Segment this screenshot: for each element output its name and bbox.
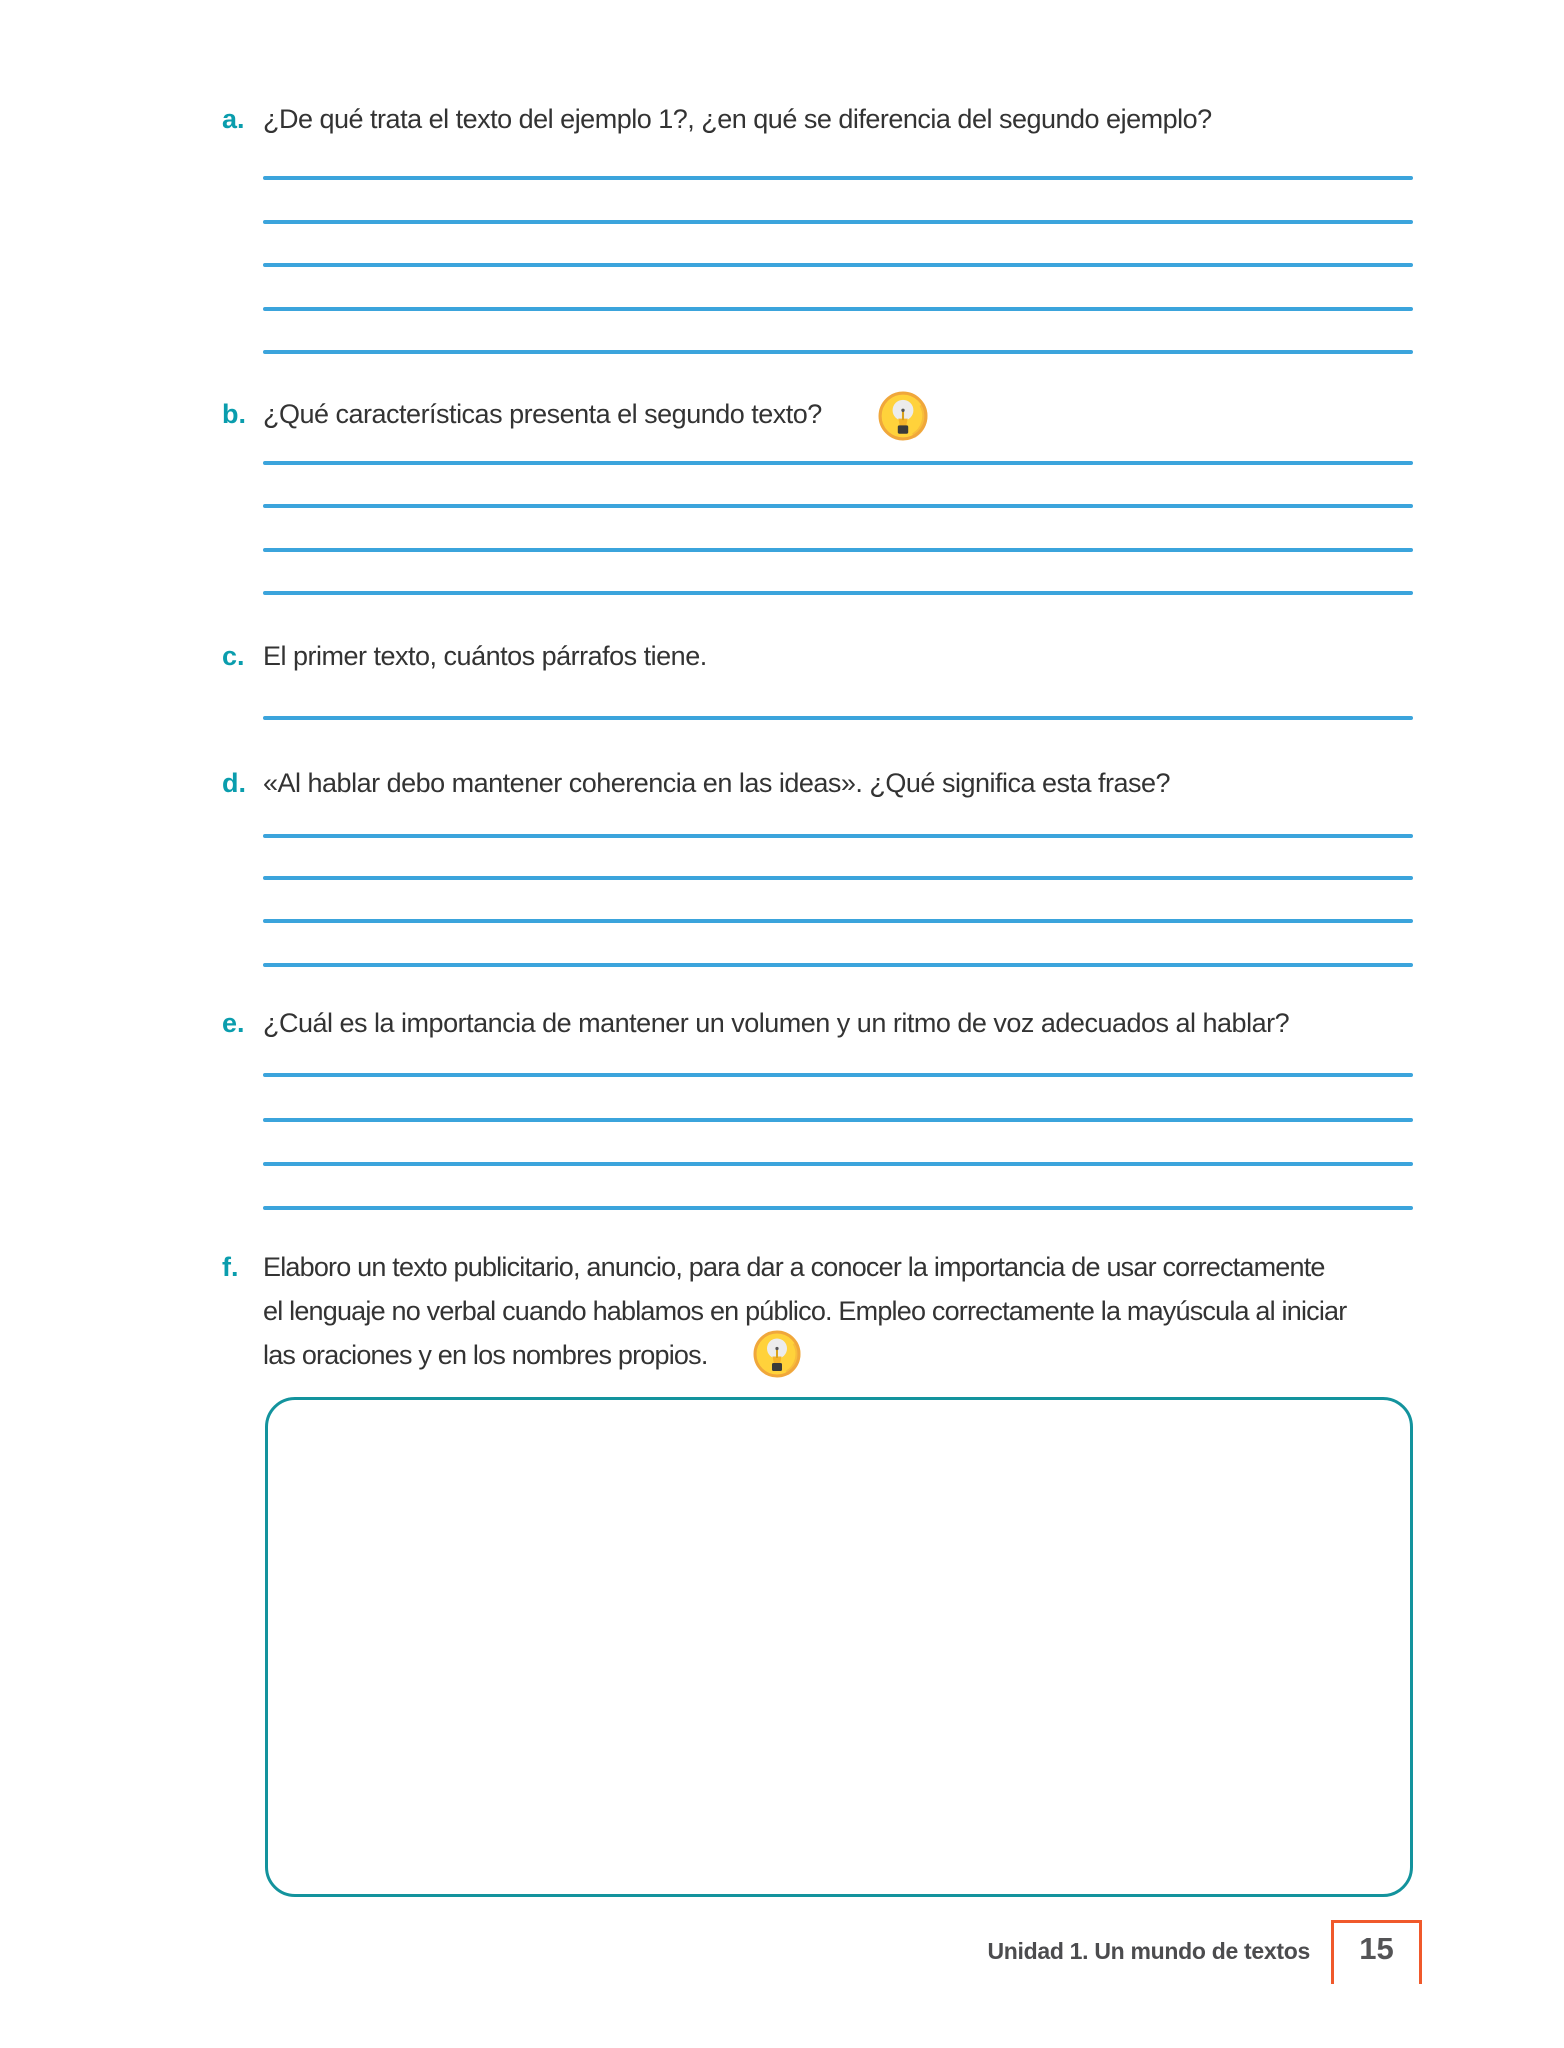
answer-line[interactable] <box>263 504 1413 508</box>
question-d <box>222 768 1170 799</box>
question-b <box>222 399 822 430</box>
question-c-text: El primer texto, cuántos párrafos tiene. <box>263 641 707 671</box>
answer-line[interactable] <box>263 1206 1413 1210</box>
lightbulb-icon <box>878 391 928 441</box>
footer-chapter-label: Unidad 1. Un mundo de textos <box>987 1938 1310 1964</box>
answer-line[interactable] <box>263 834 1413 838</box>
page-number: 15 <box>1359 1931 1394 1966</box>
question-e-marker: e. <box>222 1008 245 1038</box>
answer-line[interactable] <box>263 1162 1413 1166</box>
answer-line[interactable] <box>263 263 1413 267</box>
question-a <box>222 104 1212 135</box>
question-a-marker: a. <box>222 104 245 134</box>
answer-line[interactable] <box>263 461 1413 465</box>
answer-line[interactable] <box>263 350 1413 354</box>
question-e <box>222 1008 1289 1039</box>
question-f-text-line2: el lenguaje no verbal cuando hablamos en público. Empleo correctamente la mayúscula al iniciar <box>263 1296 1347 1326</box>
question-d-text: «Al hablar debo mantener coherencia en las ideas». ¿Qué significa esta frase? <box>263 768 1171 798</box>
question-b-text: ¿Qué características presenta el segundo texto? <box>263 399 822 429</box>
answer-line[interactable] <box>263 716 1413 720</box>
answer-line[interactable] <box>263 548 1413 552</box>
question-f-marker: f. <box>222 1252 239 1282</box>
answer-line[interactable] <box>263 1118 1413 1122</box>
answer-line[interactable] <box>263 876 1413 880</box>
answer-box[interactable] <box>265 1397 1413 1897</box>
question-f-text-line1: Elaboro un texto publicitario, anuncio, para dar a conocer la importancia de usar correctamente <box>263 1252 1325 1282</box>
answer-line[interactable] <box>263 176 1413 180</box>
answer-line[interactable] <box>263 307 1413 311</box>
question-e-text: ¿Cuál es la importancia de mantener un volumen y un ritmo de voz adecuados al hablar? <box>263 1008 1290 1038</box>
question-d-marker: d. <box>222 768 246 798</box>
answer-line[interactable] <box>263 591 1413 595</box>
question-c <box>222 641 707 672</box>
answer-line[interactable] <box>263 963 1413 967</box>
answer-line[interactable] <box>263 1073 1413 1077</box>
question-f-text-line3: las oraciones y en los nombres propios. <box>263 1340 708 1370</box>
answer-line[interactable] <box>263 919 1413 923</box>
question-b-marker: b. <box>222 399 246 429</box>
lightbulb-icon <box>753 1330 801 1378</box>
question-c-marker: c. <box>222 641 245 671</box>
page-number-tab <box>1331 1920 1422 1984</box>
answer-line[interactable] <box>263 220 1413 224</box>
question-a-text: ¿De qué trata el texto del ejemplo 1?, ¿en qué se diferencia del segundo ejemplo? <box>263 104 1212 134</box>
